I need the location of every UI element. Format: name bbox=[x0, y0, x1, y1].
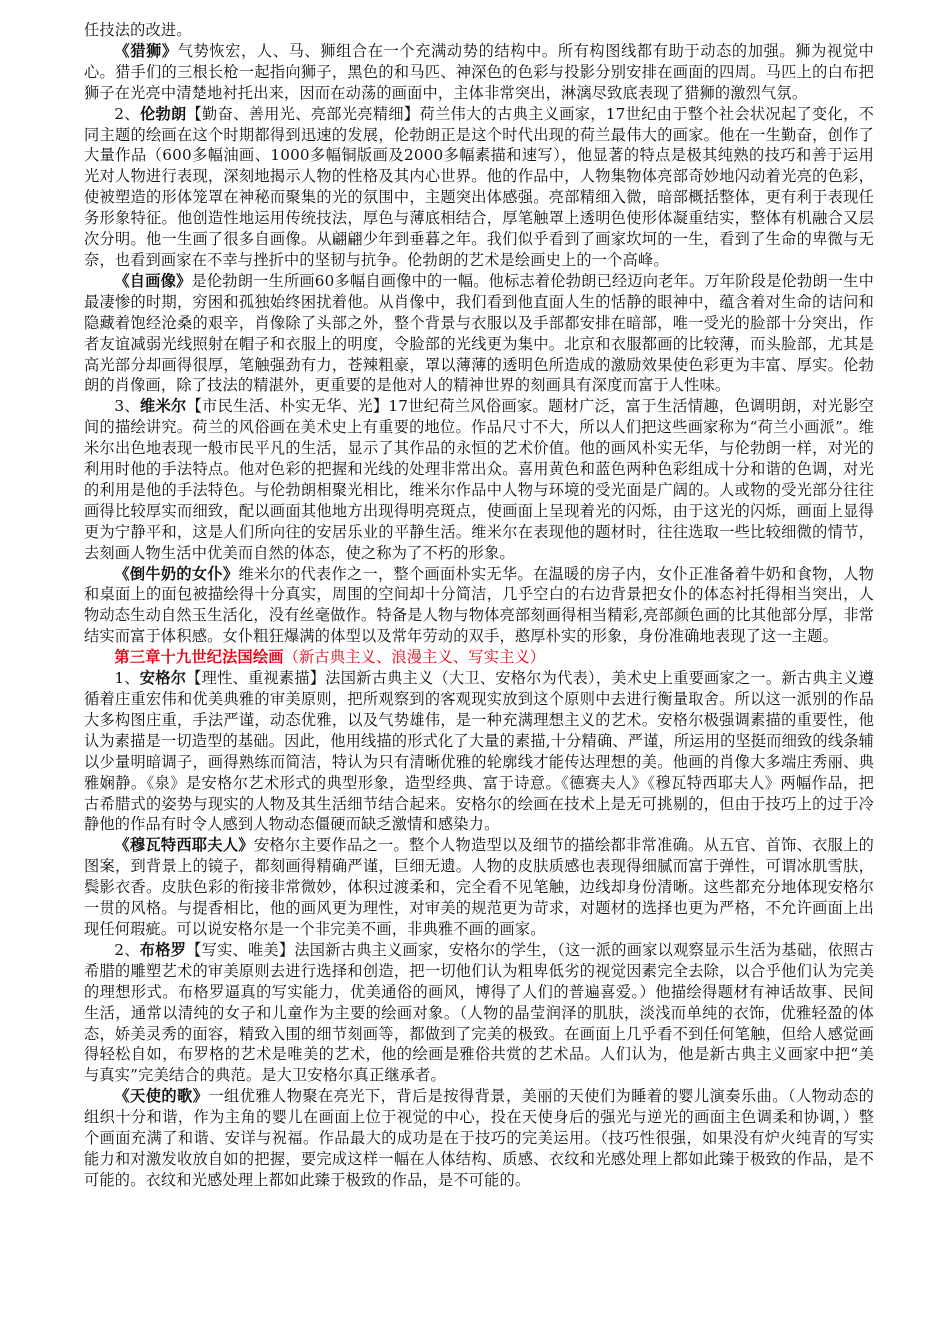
text-run: 【市民生活、朴实无华、光】17世纪荷兰风俗画家。题材广泛，富于生活情趣，色调明朗，对光影空间的描绘讲究。荷兰的风俗画在美术史上有重要的地位。作品尺寸不大，所以人们把这些画家称为“荷兰小画派”。维米尔出色地表现一般市民平凡的生活，显示了其作品的永恒的艺术价值。他的画风朴实无华，与伦勃朗一样，对光的利用时他的手法特点。他对色彩的把握和光线的处理非常出众。喜用黄色和蓝色两种色彩组成十分和谐的色调，对光的利用是他的手法特色。与伦勃朗相聚光相比，维米尔作品中人物与环境的受光面是广阔的。人或物的受光部分往往画得比较厚实而细致，配以画面其他地方出现得明亮斑点，使画面上呈现着光的闪烁，由于这光的闪烁，画面上显得更为宁静平和，这是人们所向往的安居乐业的平静生活。维米尔在表现他的题材时，往往选取一些比较细微的情节，去刻画人物生活中优美而自然的体态，使之称为了不朽的形象。 bbox=[84, 397, 874, 562]
text-run: 【理性、重视素描】法国新古典主义（大卫、安格尔为代表），美术史上重要画家之一。新古典主义遵循着庄重宏伟和优美典雅的审美原则，把所观察到的客观现实放到这个原则中去进行衡量取舍。所以这一派别的作品大多构图庄重，手法严谨，动态优雅，以及气势雄伟，是一种充满理想主义的艺术。安格尔极强调素描的重要性，他认为素描是一切造型的基础。因此，他用线描的形式化了大量的素描,十分精确、严谨，所运用的坚挺而细致的线条辅以少量明暗调子，画得熟练而简洁，特认为只有清晰优雅的轮廓线才能传达理想的美。他画的肖像大多端庄秀丽、典雅娴静。《泉》是安格尔艺术形式的典型形象，造型经典、富于诗意。《德赛夫人》《穆瓦特西耶夫人》两幅作品，把古希腊式的姿势与现实的人物及其生活细节结合起来。安格尔的绘画在技术上是无可挑剔的，但由于技巧上的过于冷静他的作品有时令人感到人物动态僵硬而缺乏激情和感染力。 bbox=[84, 669, 874, 834]
paragraph bbox=[84, 20, 874, 41]
paragraph bbox=[84, 647, 874, 668]
paragraph bbox=[84, 835, 874, 940]
bold-term: 《倒牛奶的女仆》 bbox=[114, 564, 239, 583]
bold-term: 《天使的歌》 bbox=[114, 1087, 209, 1106]
bold-term: 布格罗 bbox=[139, 940, 187, 959]
paragraph bbox=[84, 668, 874, 835]
bold-term: 《穆瓦特西耶夫人》 bbox=[114, 836, 254, 855]
text-run: 任技法的改进。 bbox=[84, 21, 192, 39]
paragraph bbox=[84, 1086, 874, 1191]
text-run: 2、 bbox=[114, 940, 140, 959]
document-page bbox=[84, 20, 874, 1191]
text-run: 2、 bbox=[114, 104, 140, 123]
text-run: 【勤奋、善用光、亮部光亮精细】荷兰伟大的古典主义画家，17世纪由于整个社会状况起了变化，不同主题的绘画在这个时期都得到迅速的发展，伦勃朗正是这个时代出现的荷兰最伟大的画家。他在一生勤奋，创作了大量作品（600多幅油画、1000多幅铜版画及2000多幅素描和速写），他显著的特点是极其纯熟的技巧和善于运用光对人物进行表现，深刻地揭示人物的性格及其内心世界。他的作品中，人物集物体亮部奇妙地闪动着光亮的色彩，使被塑造的形体笼罩在神秘而聚集的光的氛围中，主题突出体感强。亮部精细入微，暗部概括整体，更有利于表现任务形象特征。他创造性地运用传统技法，厚色与薄底相结合，厚笔触罩上透明色使形体凝重结实，整体有机融合又层次分明。他一生画了很多自画像。从翩翩少年到垂暮之年。我们似乎看到了画家坎坷的一生，看到了生命的卑微与无奈，也看到画家在不幸与挫折中的坚韧与抗争。伦勃朗的艺术是绘画史上的一个高峰。 bbox=[84, 104, 874, 269]
text-run: 安格尔主要作品之一。整个人物造型以及细节的描绘都非常准确。从五官、首饰、衣服上的图案，到背景上的镜子，都刻画得精确严谨，巨细无遗。人物的皮肤质感也表现得细腻而富于弹性，可谓冰肌雪肤，鬓影衣香。皮肤色彩的衔接非常微妙，体积过渡柔和，完全看不见笔触，边线却身份清晰。这些都充分地体现安格尔一贯的风格。与提香相比，他的画风更为理性，对审美的规范更为苛求，对题材的选择也更为严格，不允许画面上出现任何瑕疵。可以说安格尔是一个非完美不画，非典雅不画的画家。 bbox=[84, 836, 874, 938]
bold-term: 维米尔 bbox=[139, 397, 187, 416]
text-run: 1、 bbox=[114, 669, 140, 688]
bold-term: 安格尔 bbox=[139, 669, 187, 688]
paragraph bbox=[84, 396, 874, 563]
paragraph bbox=[84, 104, 874, 271]
bold-term: 《自画像》 bbox=[114, 271, 192, 290]
paragraph bbox=[84, 41, 874, 104]
paragraph bbox=[84, 564, 874, 648]
bold-term: 《猎狮》 bbox=[114, 41, 178, 60]
text-run: （新古典主义、浪漫主义、写实主义） bbox=[283, 648, 546, 667]
text-run: 气势恢宏，人、马、狮组合在一个充满动势的结构中。所有构图线都有助于动态的加强。狮为视觉中心。猎手们的三根长枪一起指向狮子，黑色的和马匹、神深色的色彩与投影分别安排在画面的四周。马匹上的白布把狮子在光亮中清楚地衬托出来，因而在动荡的画面中，主体非常突出，淋漓尽致底表现了猎狮的激烈气氛。 bbox=[84, 41, 874, 102]
text-run: 维米尔的代表作之一，整个画面朴实无华。在温暖的房子内，女仆正准备着牛奶和食物，人物和桌面上的面包被描绘得十分真实，周围的空间却十分简洁，几乎空白的右边背景把女仆的体态衬托得相当突出，人物动态生动自然玉生活化，没有丝毫做作。特备是人物与物体亮部刻画得相当精彩,亮部颜色画的比其他部分厚，非常结实而富于体积感。女仆粗狂爆满的体型以及常年劳动的双手，憨厚朴实的形象，身份准确地表现了这一主题。 bbox=[84, 564, 874, 646]
chapter-heading: 第三章十九世纪法国绘画 bbox=[114, 648, 284, 667]
text-run: 3、 bbox=[114, 397, 140, 416]
text-run: 【写实、唯美】法国新古典主义画家，安格尔的学生，（这一派的画家以观察显示生活为基础，依照古希腊的雕塑艺术的审美原则去进行选择和创造，把一切他们认为粗卑低劣的视觉因素完全去除，以合乎他们认为完美的理想形式。布格罗逼真的写实能力，优美通俗的画风，博得了人们的普遍喜爱。）他描绘得题材有神话故事、民间生活，通常以清纯的女子和儿童作为主要的绘画对象。（人物的晶莹润泽的肌肤，淡浅而单纯的衣饰，优雅轻盈的体态，娇美灵秀的面容，精致入围的细节刻画等，都做到了完美的极致。在画面上几乎看不到任何笔触，但给人感觉画得轻松自如，布罗格的艺术是唯美的艺术，他的绘画是雅俗共赏的艺术品。人们认为，他是新古典主义画家中把“美与真实”完美结合的典范。是大卫安格尔真正继承者。 bbox=[84, 940, 874, 1085]
bold-term: 伦勃朗 bbox=[139, 104, 187, 123]
paragraph bbox=[84, 940, 874, 1086]
text-run: 是伦勃朗一生所画60多幅自画像中的一幅。他标志着伦勃朗已经迈向老年。万年阶段是伦勃朗一生中最凄惨的时期，穷困和孤独始终困扰着他。从肖像中，我们看到他直面人生的恬静的眼神中，蕴含着对生命的诘问和隐藏着饱经沧桑的艰辛，肖像除了头部之外，整个背景与衣服以及手部都安排在暗部，唯一受光的脸部十分突出，作者友谊减弱光线照射在帽子和衣服上的明度，令脸部的光线更为集中。北京和衣服都画的比较薄，而头脸部，尤其是高光部分却画得很厚，笔触强劲有力，苍辣粗豪，罩以薄薄的透明色所造成的激励效果使色彩更为丰富、厚实。伦勃朗的肖像画，除了技法的精湛外，更重要的是他对人的精神世界的刻画具有深度而富于人性味。 bbox=[84, 271, 875, 395]
text-run: 一组优雅人物聚在亮光下，背后是按得背景，美丽的天使们为睡着的婴儿演奏乐曲。（人物动态的组织十分和谐，作为主角的婴儿在画面上位于视觉的中心，投在天使身后的强光与逆光的画面主色调柔和协调，）整个画面充满了和谐、安详与祝福。作品最大的成功是在于技巧的完美运用。（技巧性很强，如果没有炉火纯青的写实能力和对激发收放自如的把握，要完成这样一幅在人体结构、质感、衣纹和光感处理上都如此臻于极致的作品，是不可能的。衣纹和光感处理上都如此臻于极致的作品，是不可能的。 bbox=[84, 1087, 875, 1189]
paragraph bbox=[84, 271, 874, 396]
